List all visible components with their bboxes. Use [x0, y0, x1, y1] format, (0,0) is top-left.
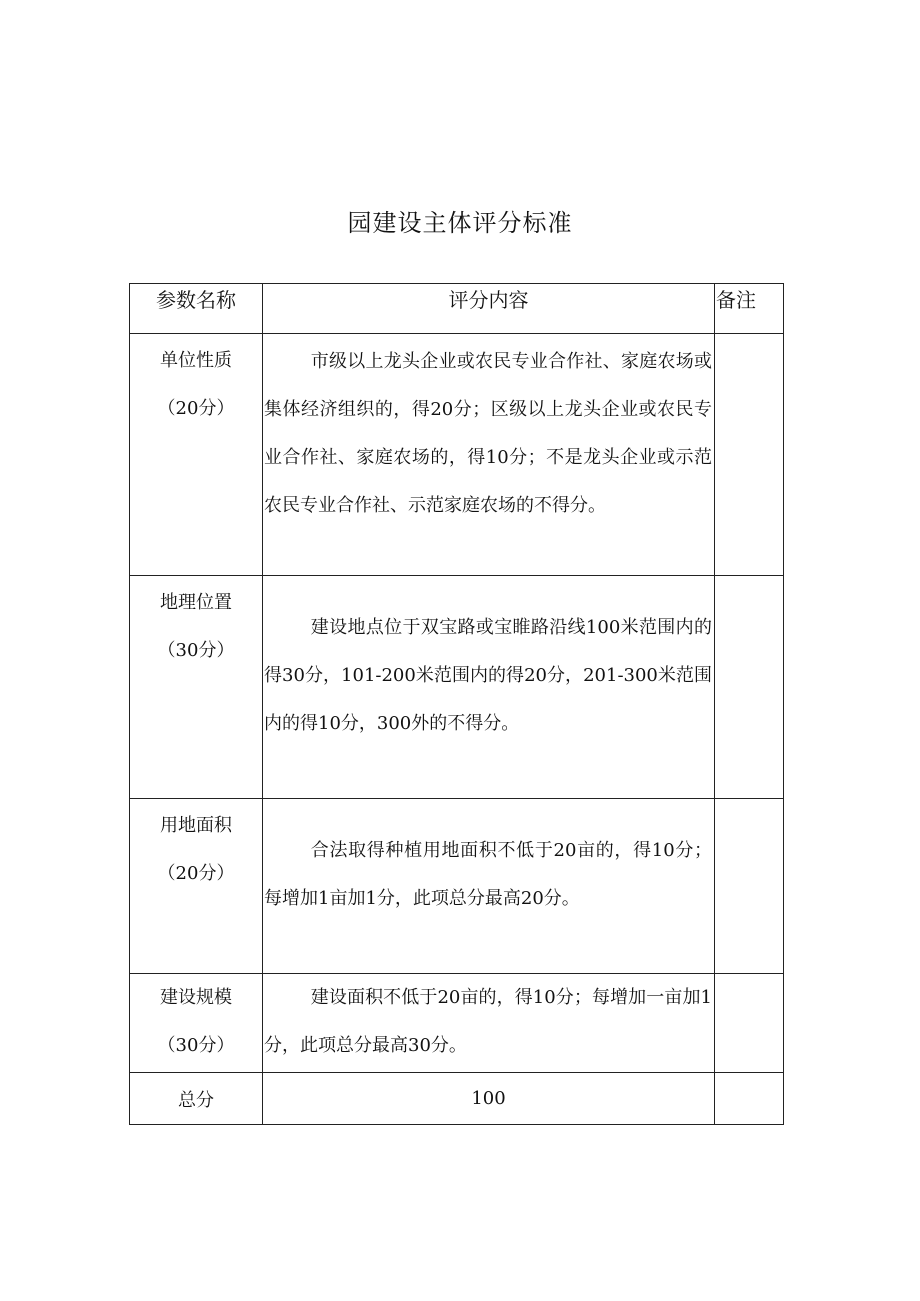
- total-value: 100: [263, 1073, 715, 1125]
- score-content-text: 合法取得种植用地面积不低于20亩的，得10分；每增加1亩加1分，此项总分最高20分。: [264, 840, 712, 909]
- score-content-cell: [263, 799, 715, 974]
- score-content-cell: [263, 334, 715, 576]
- param-name-cell: [130, 334, 263, 576]
- param-name-cell: [130, 974, 263, 1073]
- score-content-text: 建设面积不低于20亩的，得10分；每增加一亩加1分，此项总分最高30分。: [264, 987, 712, 1056]
- note-cell: [715, 576, 784, 799]
- page-title: 园建设主体评分标准: [347, 209, 573, 237]
- total-row: [130, 1073, 784, 1125]
- table-row: [130, 334, 784, 576]
- note-cell: [715, 974, 784, 1073]
- param-name: 地理位置: [160, 592, 232, 613]
- scoring-table: [129, 283, 784, 1125]
- total-label: 总分: [130, 1073, 263, 1125]
- param-name: 单位性质: [160, 350, 232, 371]
- param-name-cell: [130, 799, 263, 974]
- param-points: （30分）: [157, 1035, 235, 1056]
- note-cell: [715, 799, 784, 974]
- note-cell: [715, 334, 784, 576]
- table-row: [130, 576, 784, 799]
- param-name: 用地面积: [160, 815, 232, 836]
- table-row: [130, 799, 784, 974]
- header-param-name: 参数名称: [130, 284, 263, 334]
- param-points: （20分）: [157, 398, 235, 419]
- param-points: （30分）: [157, 640, 235, 661]
- header-note: 备注: [715, 284, 784, 334]
- score-content-cell: [263, 974, 715, 1073]
- total-note-cell: [715, 1073, 784, 1125]
- table-header-row: [130, 284, 784, 334]
- param-name-cell: [130, 576, 263, 799]
- param-name: 建设规模: [160, 987, 232, 1008]
- score-content-text: 建设地点位于双宝路或宝睢路沿线100米范围内的得30分，101-200米范围内的得20分，201-300米范围内的得10分，300外的不得分。: [264, 617, 712, 734]
- header-score-content: 评分内容: [263, 284, 715, 334]
- score-content-cell: [263, 576, 715, 799]
- score-content-text: 市级以上龙头企业或农民专业合作社、家庭农场或集体经济组织的，得20分；区级以上龙头企业或农民专业合作社、家庭农场的，得10分；不是龙头企业或示范农民专业合作社、示范家庭农场的不得分。: [264, 351, 712, 516]
- param-points: （20分）: [157, 863, 235, 884]
- table-row: [130, 974, 784, 1073]
